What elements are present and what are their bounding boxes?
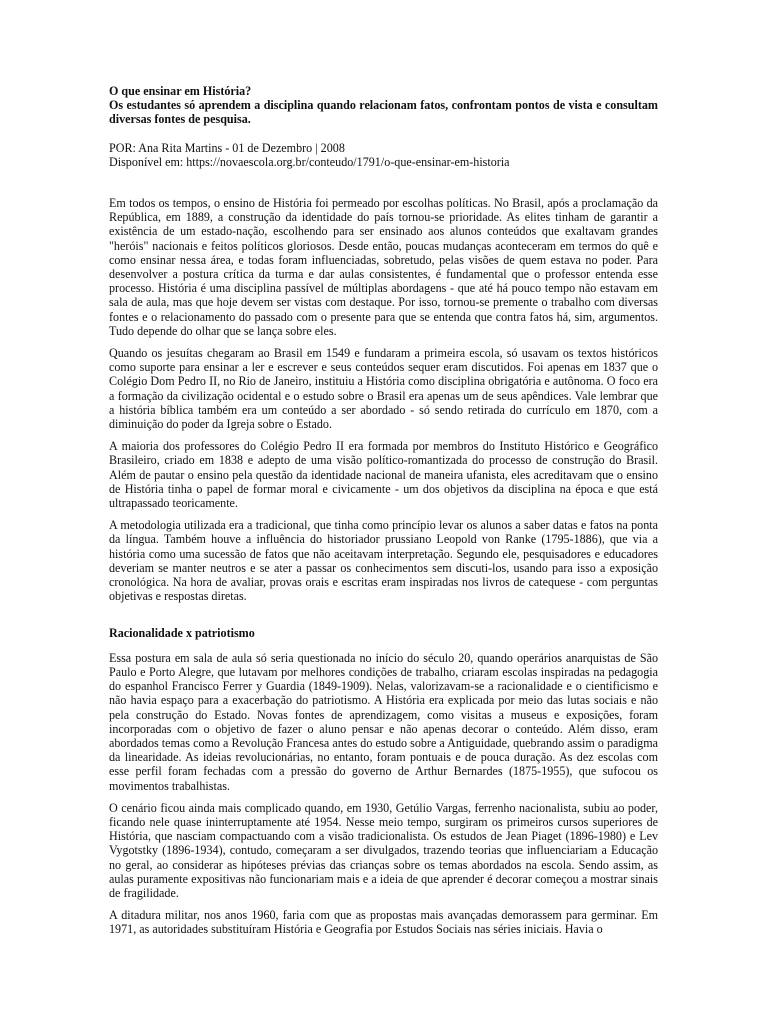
article-subtitle: Os estudantes só aprendem a disciplina quando relacionam fatos, confrontam pontos de vista e consultam diversas fontes de pesquisa. bbox=[109, 98, 658, 127]
article-body bbox=[109, 196, 658, 937]
paragraph: A ditadura militar, nos anos 1960, faria com que as propostas mais avançadas demorassem para germinar. Em 1971, as autoridades substituíram História e Geografia por Estudos Sociais nas séries iniciais. Havia o bbox=[109, 908, 658, 937]
article-title: O que ensinar em História? bbox=[109, 84, 252, 98]
article-heading bbox=[109, 84, 658, 127]
byline: POR: Ana Rita Martins - 01 de Dezembro | 2008 bbox=[109, 140, 345, 155]
paragraph: O cenário ficou ainda mais complicado quando, em 1930, Getúlio Vargas, ferrenho nacionalista, subiu ao poder, ficando nele quase ininterruptamente até 1954. Nesse meio tempo, surgiram os primeiros cursos superiores de História, que nasciam compactuando com a visão tradicionalista. Os estudos de Jean Piaget (1896-1980) e Lev Vygotstky (1896-1934), contudo, começaram a ser divulgados, trazendo teorias que influenciariam a Educação no geral, ao considerar as hipóteses prévias das crianças sobre os temas abordados na escola. Sendo assim, as aulas puramente expositivas não funcionariam mais e a ideia de que aprender é decorar começou a mostrar sinais de fragilidade. bbox=[109, 800, 658, 900]
article-meta bbox=[109, 141, 658, 169]
paragraph: Quando os jesuítas chegaram ao Brasil em 1549 e fundaram a primeira escola, só usavam os textos históricos como suporte para ensinar a ler e escrever e seus conteúdos sequer eram discutidos. Foi apenas em 1837 que o Colégio Dom Pedro II, no Rio de Janeiro, instituiu a História como disciplina obrigatória e autônoma. O foco era a formação da civilização ocidental e o estudo sobre o Brasil era apenas um de seus apêndices. Vale lembrar que a história bíblica também era um conteúdo a ser abordado - só sendo retirada do currículo em 1870, com a diminuição do poder da Igreja sobre o Estado. bbox=[109, 346, 658, 432]
source-line: Disponível em: https://novaescola.org.br/conteudo/1791/o-que-ensinar-em-historia bbox=[109, 154, 510, 169]
section-heading: Racionalidade x patriotismo bbox=[109, 625, 255, 640]
paragraph: Em todos os tempos, o ensino de História foi permeado por escolhas políticas. No Brasil, após a proclamação da República, em 1889, a construção da identidade do país tornou-se prioridade. As elites tinham de garantir a existência de um estado-nação, escolhendo para ser ensinado aos alunos conteúdos que exaltavam grandes "heróis" nacionais e feitos políticos gloriosos. Desde então, poucas mudanças aconteceram em termos do quê e como ensinar nessa área, e todas foram influenciadas, sobretudo, pelas visões de quem estava no poder. Para desenvolver a postura crítica da turma e dar aulas consistentes, é fundamental que o professor entenda esse processo. História é uma disciplina passível de múltiplas abordagens - que até há pouco tempo não estavam em sala de aula, mas que hoje devem ser vistas com destaque. Por isso, tornou-se premente o trabalho com diversas fontes e o relacionamento do passado com o presente para que se entenda que contra fatos há, sim, argumentos. Tudo depende do olhar que se lança sobre eles. bbox=[109, 196, 658, 338]
document-page bbox=[109, 84, 658, 945]
paragraph: A maioria dos professores do Colégio Pedro II era formada por membros do Instituto Histórico e Geográfico Brasileiro, criado em 1838 e adepto de uma visão político-romantizada do processo de construção do Brasil. Além de pautar o ensino pela questão da identidade nacional de maneira ufanista, eles acreditavam que o ensino de História tinha o papel de formar moral e civicamente - um dos objetivos da disciplina na época e que está ultrapassado teoricamente. bbox=[109, 439, 658, 511]
paragraph: A metodologia utilizada era a tradicional, que tinha como princípio levar os alunos a saber datas e fatos na ponta da língua. Também houve a influência do historiador prussiano Leopold von Ranke (1795-1886), que via a história como uma sucessão de fatos que não aceitavam interpretação. Segundo ele, pesquisadores e educadores deveriam se manter neutros e se ater a passar os conhecimentos sem discuti-los, usando para isso a exposição cronológica. Na hora de avaliar, provas orais e escritas eram inspiradas nos livros de catequese - com perguntas objetivas e respostas diretas. bbox=[109, 518, 658, 604]
paragraph: Essa postura em sala de aula só seria questionada no início do século 20, quando operários anarquistas de São Paulo e Porto Alegre, que lutavam por melhores condições de trabalho, criaram escolas inspiradas na pedagogia do espanhol Francisco Ferrer y Guardia (1849-1909). Nelas, valorizavam-se a racionalidade e o cientificismo e não havia espaço para a exacerbação do patriotismo. A História era explicada por meio das lutas sociais e não pela construção do Estado. Novas fontes de aprendizagem, como visitas a museus e exposições, foram incorporadas com o objetivo de fazer o aluno pensar e não apenas decorar o conteúdo. Além disso, eram abordados temas como a Revolução Francesa antes do estudo sobre a Antiguidade, quebrando assim o paradigma da linearidade. As ideias revolucionárias, no entanto, foram pontuais e de pouca duração. As dez escolas com esse perfil foram fechadas com a pressão do governo de Arthur Bernardes (1875-1955), que sufocou os movimentos trabalhistas. bbox=[109, 650, 658, 793]
